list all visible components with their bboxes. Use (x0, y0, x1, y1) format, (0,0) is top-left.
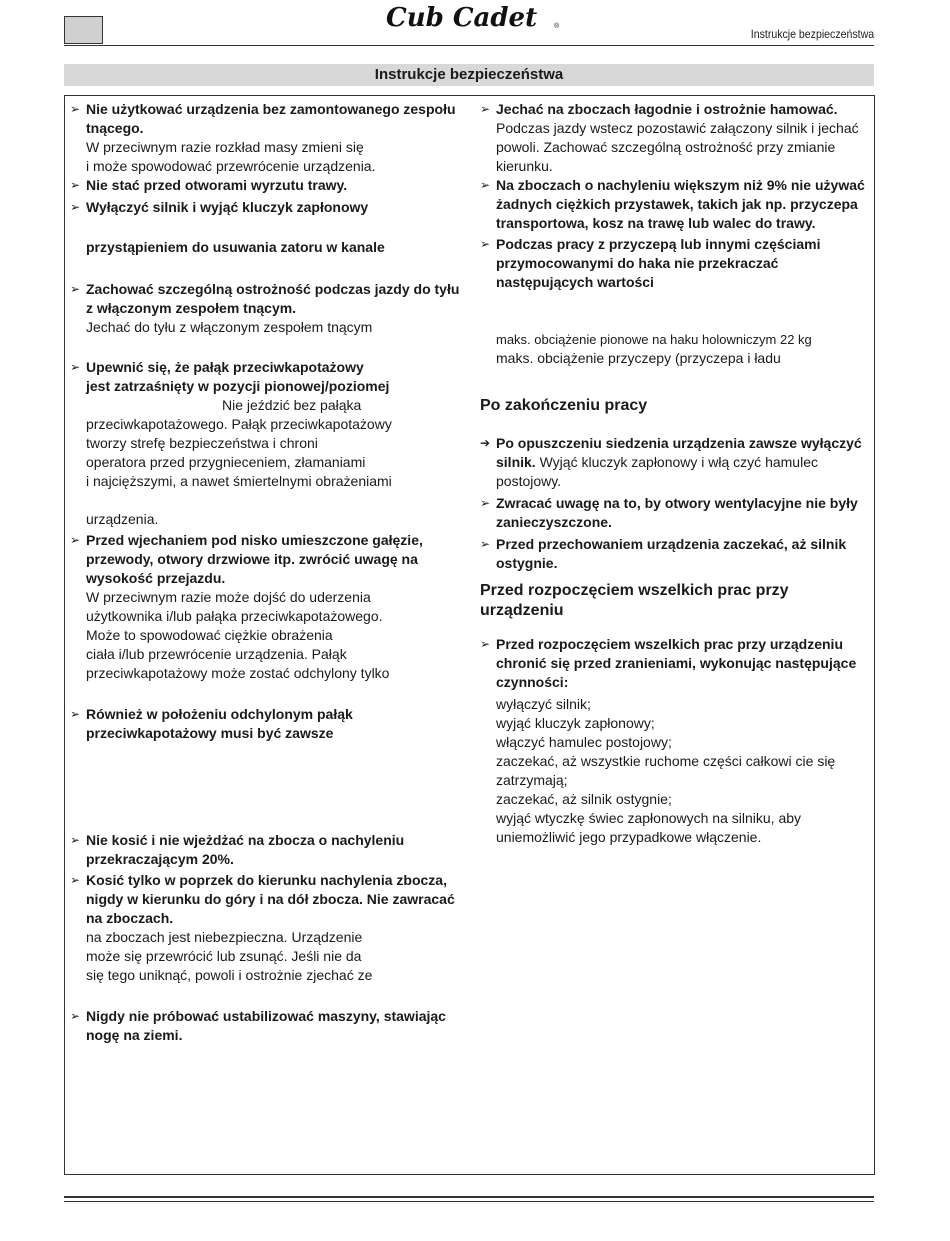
list-item (480, 100, 872, 176)
footer-rule (64, 1201, 874, 1202)
running-head: Instrukcje bezpieczeństwa (750, 27, 874, 41)
list-item (70, 705, 470, 743)
step-item: wyjąć wtyczkę świec zapłonowych na silniku, aby uniemożliwić jego przypadkowe włączenie. (496, 810, 802, 845)
item-bold-text: Wyłączyć silnik i wyjąć kluczyk zapłonowy (86, 199, 369, 215)
section-title: Instrukcje bezpieczeństwa (64, 64, 874, 86)
arrowhead-bullet-icon: ➢ (70, 360, 81, 374)
logo-text: Cub Cadet (386, 3, 538, 33)
step-item: wyłączyć silnik; (496, 696, 591, 712)
arrowhead-bullet-icon: ➢ (70, 200, 81, 214)
list-item (70, 280, 470, 337)
item-bold-text: Jechać na zboczach łagodnie i ostrożnie hamować. (496, 101, 838, 117)
item-text: ciała i/lub przewrócenie urządzenia. Pałąk (86, 646, 347, 662)
item-text: urządzenia. (86, 511, 159, 527)
page-tab-marker (64, 16, 103, 44)
item-text: przeciwkapotażowy może zostać odchylony tylko (86, 665, 390, 681)
item-text: maks. obciążenie przyczepy (przyczepa i ładu (496, 350, 781, 366)
item-text: Nie jeździć bez pałąka (222, 397, 362, 413)
right-column (480, 100, 872, 847)
item-text: W przeciwnym razie rozkład masy zmieni się (86, 139, 364, 155)
item-bold-text: Przed przechowaniem urządzenia zaczekać, aż silnik ostygnie. (496, 536, 847, 571)
left-column (70, 100, 470, 1045)
step-item: włączyć hamulec postojowy; (496, 734, 672, 750)
item-text: się tego uniknąć, powoli i ostrożnie zjechać ze (86, 967, 373, 983)
arrowhead-bullet-icon: ➢ (70, 707, 81, 721)
arrowhead-bullet-icon: ➢ (70, 873, 81, 887)
item-bold-text: Po opuszczeniu siedzenia urządzenia zawsze wyłączyć silnik. (496, 435, 862, 470)
list-item (70, 1007, 470, 1045)
item-bold-text: Zachować szczególną ostrożność podczas jazdy do tyłu z włączonym zespołem tnącym. (86, 281, 460, 316)
item-bold-text: przystąpieniem do usuwania zatoru w kanale (86, 239, 385, 255)
item-bold-text: Podczas pracy z przyczepą lub innymi częściami przymocowanymi do haka nie przekraczać następujących wartości (496, 236, 821, 290)
item-text: Podczas jazdy wstecz pozostawić załączony silnik i jechać powoli. Zachować szczególną ostrożność przy zmianie kierunku. (496, 120, 859, 174)
arrowhead-bullet-icon: ➢ (480, 496, 491, 510)
item-text: Jechać do tyłu z włączonym zespołem tnącym (86, 319, 373, 335)
bold-arrow-bullet-icon: ➔ (480, 436, 491, 450)
item-bold-text: Przed wjechaniem pod nisko umieszczone gałęzie, przewody, otwory drzwiowe itp. zwrócić uwagę na wysokość przejazdu. (86, 532, 423, 586)
cub-cadet-logo (384, 0, 564, 36)
step-item: zaczekać, aż wszystkie ruchome części całkowi cie się zatrzymają; (496, 753, 836, 788)
list-item (480, 176, 872, 233)
arrowhead-bullet-icon: ➢ (70, 1009, 81, 1023)
item-text: Wyjąć kluczyk zapłonowy i włą czyć hamulec postojowy. (496, 454, 818, 489)
item-bold-text: Zwracać uwagę na to, by otwory wentylacyjne nie były zanieczyszczone. (496, 495, 858, 530)
arrowhead-bullet-icon: ➢ (70, 282, 81, 296)
item-bold-text: Przed rozpoczęciem wszelkich prac przy urządzeniu chronić się przed zranieniami, wykonując następujące czynności: (496, 636, 857, 690)
item-bold-text: Nie kosić i nie wjeżdżać na zbocza o nachyleniu przekraczającym 20%. (86, 832, 405, 867)
item-bold-text: Kosić tylko w poprzek do kierunku nachylenia zbocza, nigdy w kierunku do góry i na dół zbocza. Nie zawracać na zboczach. (86, 872, 455, 926)
arrowhead-bullet-icon: ➢ (480, 637, 491, 651)
item-bold-text: Również w położeniu odchylonym pałąk przeciwkapotażowy musi być zawsze (86, 706, 353, 741)
section-heading: Przed rozpoczęciem wszelkich prac przy urządzeniu (480, 582, 789, 619)
item-bold-text: Nie stać przed otworami wyrzutu trawy. (86, 177, 348, 193)
arrowhead-bullet-icon: ➢ (480, 178, 491, 192)
item-text: na zboczach jest niebezpieczna. Urządzenie (86, 929, 363, 945)
header-rule (64, 45, 874, 46)
item-bold-text: Nigdy nie próbować ustabilizować maszyny, stawiając nogę na ziemi. (86, 1008, 446, 1043)
list-item (480, 635, 872, 847)
step-item: zaczekać, aż silnik ostygnie; (496, 791, 672, 807)
list-item (70, 358, 470, 529)
list-item (70, 100, 470, 176)
item-text: W przeciwnym razie może dojść do uderzenia (86, 589, 371, 605)
arrowhead-bullet-icon: ➢ (480, 102, 491, 116)
item-bold-text: jest zatrzaśnięty w pozycji pionowej/poziomej (86, 378, 390, 394)
list-item (70, 831, 470, 869)
arrowhead-bullet-icon: ➢ (70, 533, 81, 547)
list-item (480, 434, 872, 491)
item-text: tworzy strefę bezpieczeństwa i chroni (86, 435, 318, 451)
step-item: wyjąć kluczyk zapłonowy; (496, 715, 655, 731)
arrowhead-bullet-icon: ➢ (480, 537, 491, 551)
arrowhead-bullet-icon: ➢ (480, 237, 491, 251)
item-bold-text: Na zboczach o nachyleniu większym niż 9% nie używać żadnych ciężkich przystawek, takich jak np. przyczepa transportowa, kosz na trawę lub walec do trawy. (496, 177, 865, 231)
item-text: może się przewrócić lub zsunąć. Jeśli nie da (86, 948, 362, 964)
item-text: operatora przed przygnieceniem, złamaniami (86, 454, 366, 470)
item-text: użytkownika i/lub pałąka przeciwkapotażowego. (86, 608, 383, 624)
item-text: przeciwkapotażowego. Pałąk przeciwkapotażowy (86, 416, 392, 432)
item-text: i może spowodować przewrócenie urządzenia. (86, 158, 376, 174)
section-heading: Po zakończeniu pracy (480, 397, 648, 414)
list-item (70, 531, 470, 683)
list-item (480, 235, 872, 368)
item-bold-text: Nie użytkować urządzenia bez zamontowanego zespołu tnącego. (86, 101, 456, 136)
item-text: maks. obciążenie pionowe na haku holowniczym 22 kg (496, 332, 812, 347)
footer-rule (64, 1196, 874, 1198)
list-item (70, 176, 470, 195)
item-text: Może to spowodować ciężkie obrażenia (86, 627, 333, 643)
list-item (480, 494, 872, 532)
svg-text:®: ® (554, 23, 560, 30)
arrowhead-bullet-icon: ➢ (70, 102, 81, 116)
item-bold-text: Upewnić się, że pałąk przeciwkapotażowy (86, 359, 364, 375)
arrowhead-bullet-icon: ➢ (70, 833, 81, 847)
arrowhead-bullet-icon: ➢ (70, 178, 81, 192)
list-item (70, 871, 470, 985)
list-item (480, 535, 872, 573)
item-text: i najcięższymi, a nawet śmiertelnymi obrażeniami (86, 473, 392, 489)
list-item (70, 198, 470, 257)
